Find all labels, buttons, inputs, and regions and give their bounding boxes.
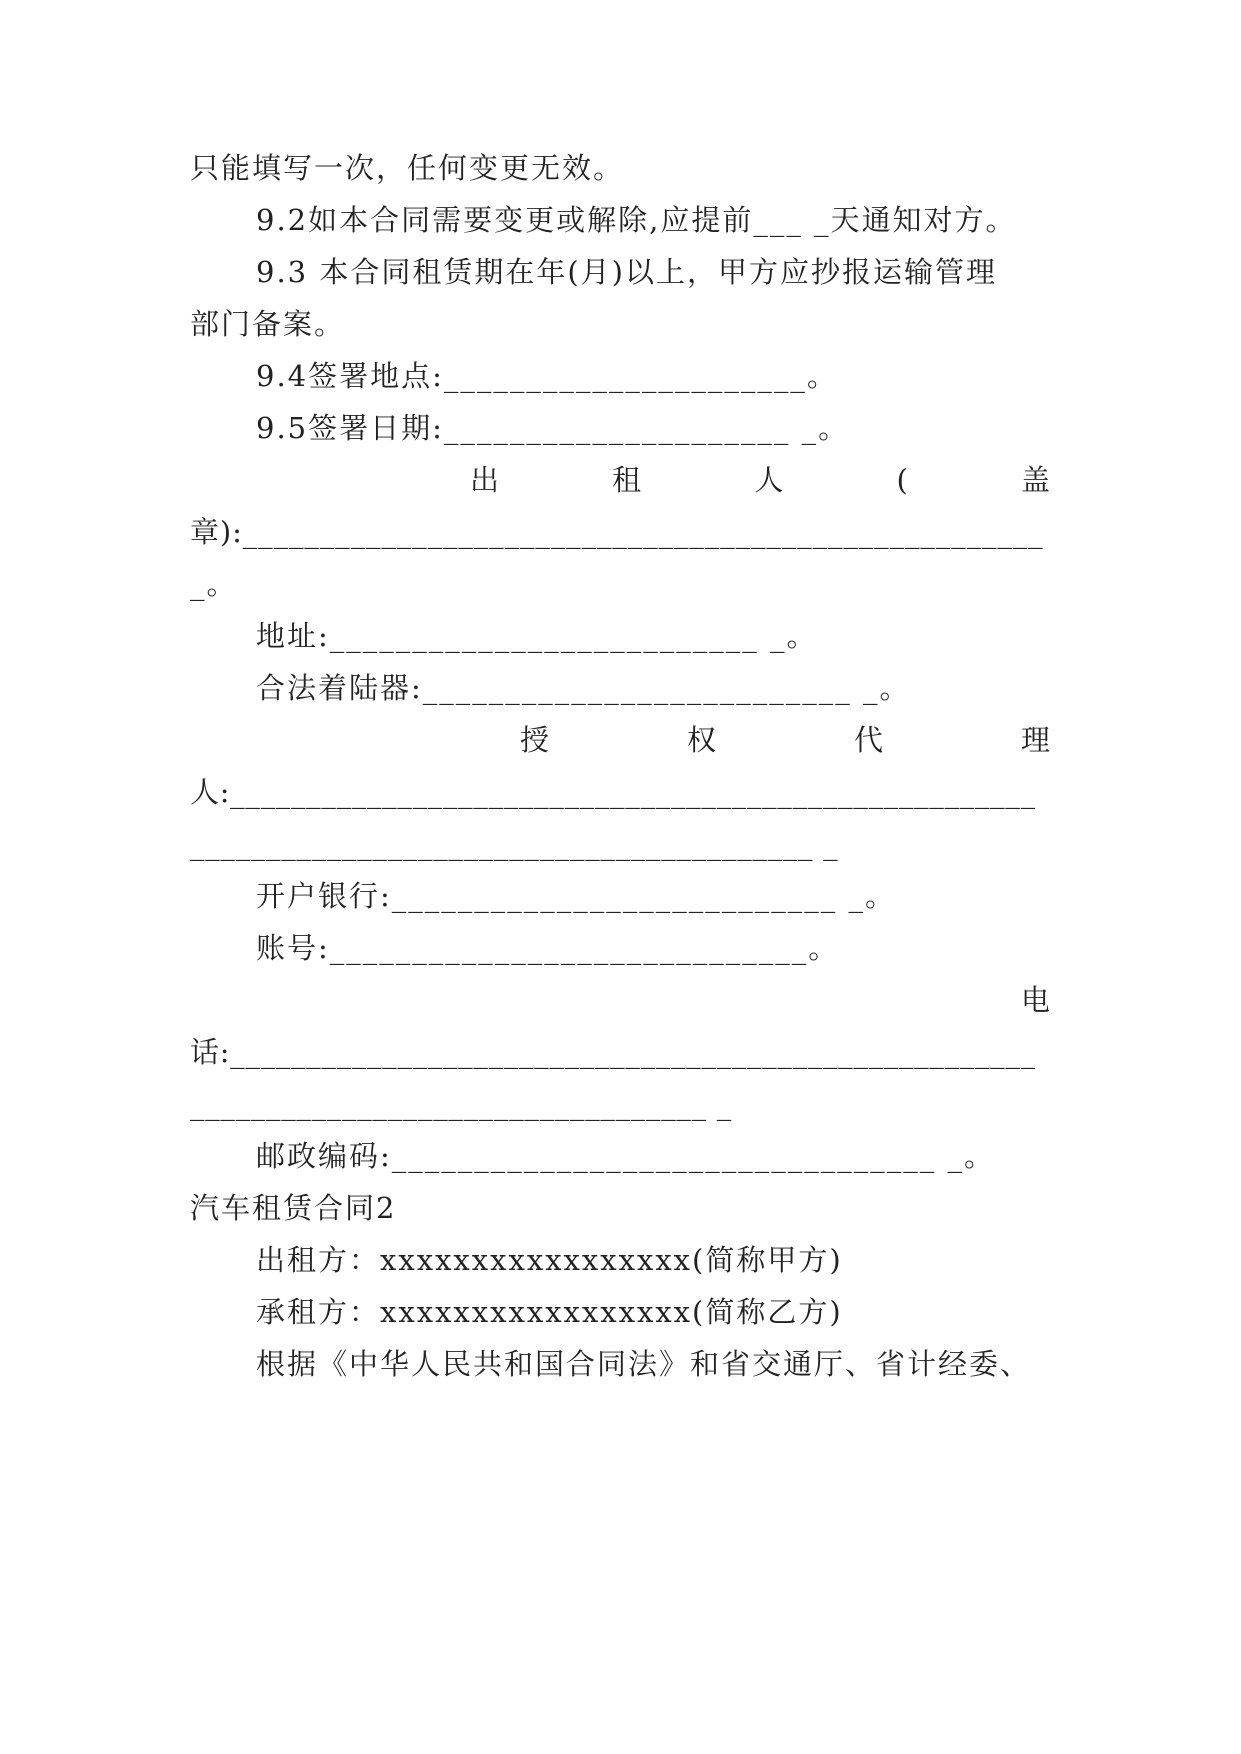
- lessor-line: 出租方：xxxxxxxxxxxxxxxxx(简称甲方): [256, 1243, 843, 1277]
- heading-char: 权: [686, 723, 716, 757]
- phone-heading: 电: [1020, 983, 1050, 1017]
- agent-blank: 人:_____________________________________________________: [190, 775, 1036, 809]
- heading-char: (: [896, 463, 908, 497]
- heading-char: 代: [853, 723, 883, 757]
- heading-char: 盖: [1020, 463, 1050, 497]
- text-line: 只能填写一次，任何变更无效。: [190, 151, 625, 185]
- heading-char: 人: [754, 463, 784, 497]
- account-field: 账号:_____________________________。: [256, 931, 840, 965]
- bank-field: 开户银行:___________________________ _。: [256, 879, 896, 913]
- heading-char: 出: [470, 463, 500, 497]
- clause-9-2: 9.2如本合同需要变更或解除,应提前___ _天通知对方。: [256, 203, 1017, 237]
- basis-line: 根据《中华人民共和国合同法》和省交通厅、省计经委、: [256, 1347, 1032, 1381]
- postcode-field: 邮政编码:_________________________________ _。: [256, 1139, 995, 1173]
- clause-9-3: 9.3 本合同租赁期在年(月)以上，甲方应抄报运输管理: [256, 255, 997, 289]
- heading-char: 理: [1020, 723, 1050, 757]
- address-field: 地址:__________________________ _。: [256, 619, 818, 653]
- agent-heading: [520, 720, 1050, 760]
- clause-9-4: 9.4签署地点:______________________。: [256, 359, 838, 393]
- lessee-line: 承租方：xxxxxxxxxxxxxxxxx(简称乙方): [256, 1295, 843, 1329]
- seal-blank: 章):____________________________________________________: [190, 515, 1044, 549]
- phone-blank: 话:_____________________________________________________: [190, 1035, 1036, 1069]
- legal-rep-field: 合法着陆器:__________________________ _。: [256, 671, 911, 705]
- heading-char: 授: [520, 723, 550, 757]
- text-line: 部门备案。: [190, 307, 346, 341]
- section-title: 汽车租赁合同2: [190, 1191, 397, 1225]
- phone-blank-cont: __________________________________ _: [190, 1087, 732, 1121]
- text-line: _。: [190, 567, 238, 601]
- clause-9-5: 9.5签署日期:_____________________ _。: [256, 411, 850, 445]
- agent-blank-cont: _________________________________________ _: [190, 827, 839, 861]
- heading-char: 租: [612, 463, 642, 497]
- lessor-seal-heading: [470, 460, 1050, 500]
